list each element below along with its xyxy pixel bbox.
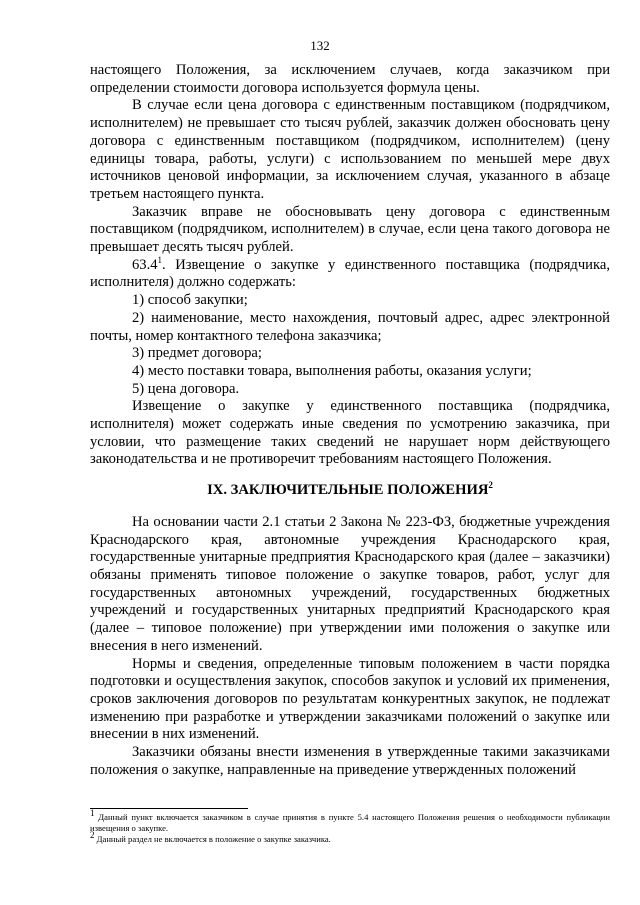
footnotes [90,808,610,845]
footnote-mark: 2 [90,830,95,841]
list-item: 4) место поставки товара, выполнения работы, оказания услуги; [132,362,532,379]
footnote-text: Данный пункт включается заказчиком в случае принятия в пункте 5.4 настоящего Положения решения о необходимости публикации извещения о закупке. [90,812,610,833]
paragraph: настоящего Положения, за исключением случаев, когда заказчиком при определении стоимости договора используется формула цены. [90,62,610,96]
list-item: 3) предмет договора; [132,345,262,362]
footnote-ref: 1 [157,254,163,265]
paragraph: Заказчики обязаны внести изменения в утвержденные такими заказчиками положения о закупке, направленные на приведение утвержденных положений [90,744,610,778]
paragraph: Заказчик вправе не обосновывать цену договора с единственным поставщиком (подрядчиком, исполнителем) в случае, если цена такого договора не превышает десять тысяч рублей. [90,203,610,256]
list-item: 1) способ закупки; [132,292,248,309]
footnote-text: Данный раздел не включается в положение о закупке заказчика. [94,834,331,844]
paragraph: На основании части 2.1 статьи 2 Закона № 223-ФЗ, бюджетные учреждения Краснодарского края, автономные учреждения Краснодарского края, государственные унитарные предприятия Краснодарского края (далее – заказчики) обязаны применять типовое положение о закупке товаров, работ, услуг для государственных автономных учреждений, государственных бюджетных учреждений и государственных унитарных предприятий Краснодарского края (далее – типовое положение) при утверждении ими положения о закупке или внесения в него изменений. [90,513,610,654]
list-item: 2) наименование, место нахождения, почтовый адрес, адрес электронной почты, номер контактного телефона заказчика; [90,309,610,344]
section-heading [90,482,610,500]
paragraph: Нормы и сведения, определенные типовым положением в части порядка подготовки и осуществления закупок, способов закупок и условий их применения, сроков заключения договоров по результатам конкурентных закупок, не подлежат изменению при разработке и утверждении заказчиками положений о закупке или внесении в них изменений. [90,655,610,743]
footnote-ref: 2 [488,480,493,491]
clause-number: 63.4 [132,256,158,273]
footnote [90,808,610,834]
clause-text: . Извещение о закупке у единственного поставщика (подрядчика, исполнителя) должно содержать: [90,256,610,291]
paragraph: Извещение о закупке у единственного поставщика (подрядчика, исполнителя) может содержать иные сведения по усмотрению заказчика, при условии, что размещение таких сведений не нарушает норм действующего законодательства и не противоречит требованиям настоящего Положения. [90,398,610,468]
document-body [90,62,610,779]
list-item: 5) цена договора. [132,380,240,397]
section-title: IX. ЗАКЛЮЧИТЕЛЬНЫЕ ПОЛОЖЕНИЯ [207,482,489,499]
clause-63-4 [90,254,610,292]
footnote [90,830,610,845]
page-number: 132 [310,38,330,53]
footnote-divider [90,808,248,809]
paragraph: В случае если цена договора с единственным поставщиком (подрядчиком, исполнителем) не превышает сто тысяч рублей, заказчик должен обосновать цену договора с единственным поставщиком (подрядчиком, исполнителем) (цену единицы товара, работы, услуги) с использованием по меньшей мере двух источников ценовой информации, за исключением случая, указанного в абзаце третьем настоящего пункта. [90,97,610,202]
footnote-mark: 1 [90,808,95,819]
